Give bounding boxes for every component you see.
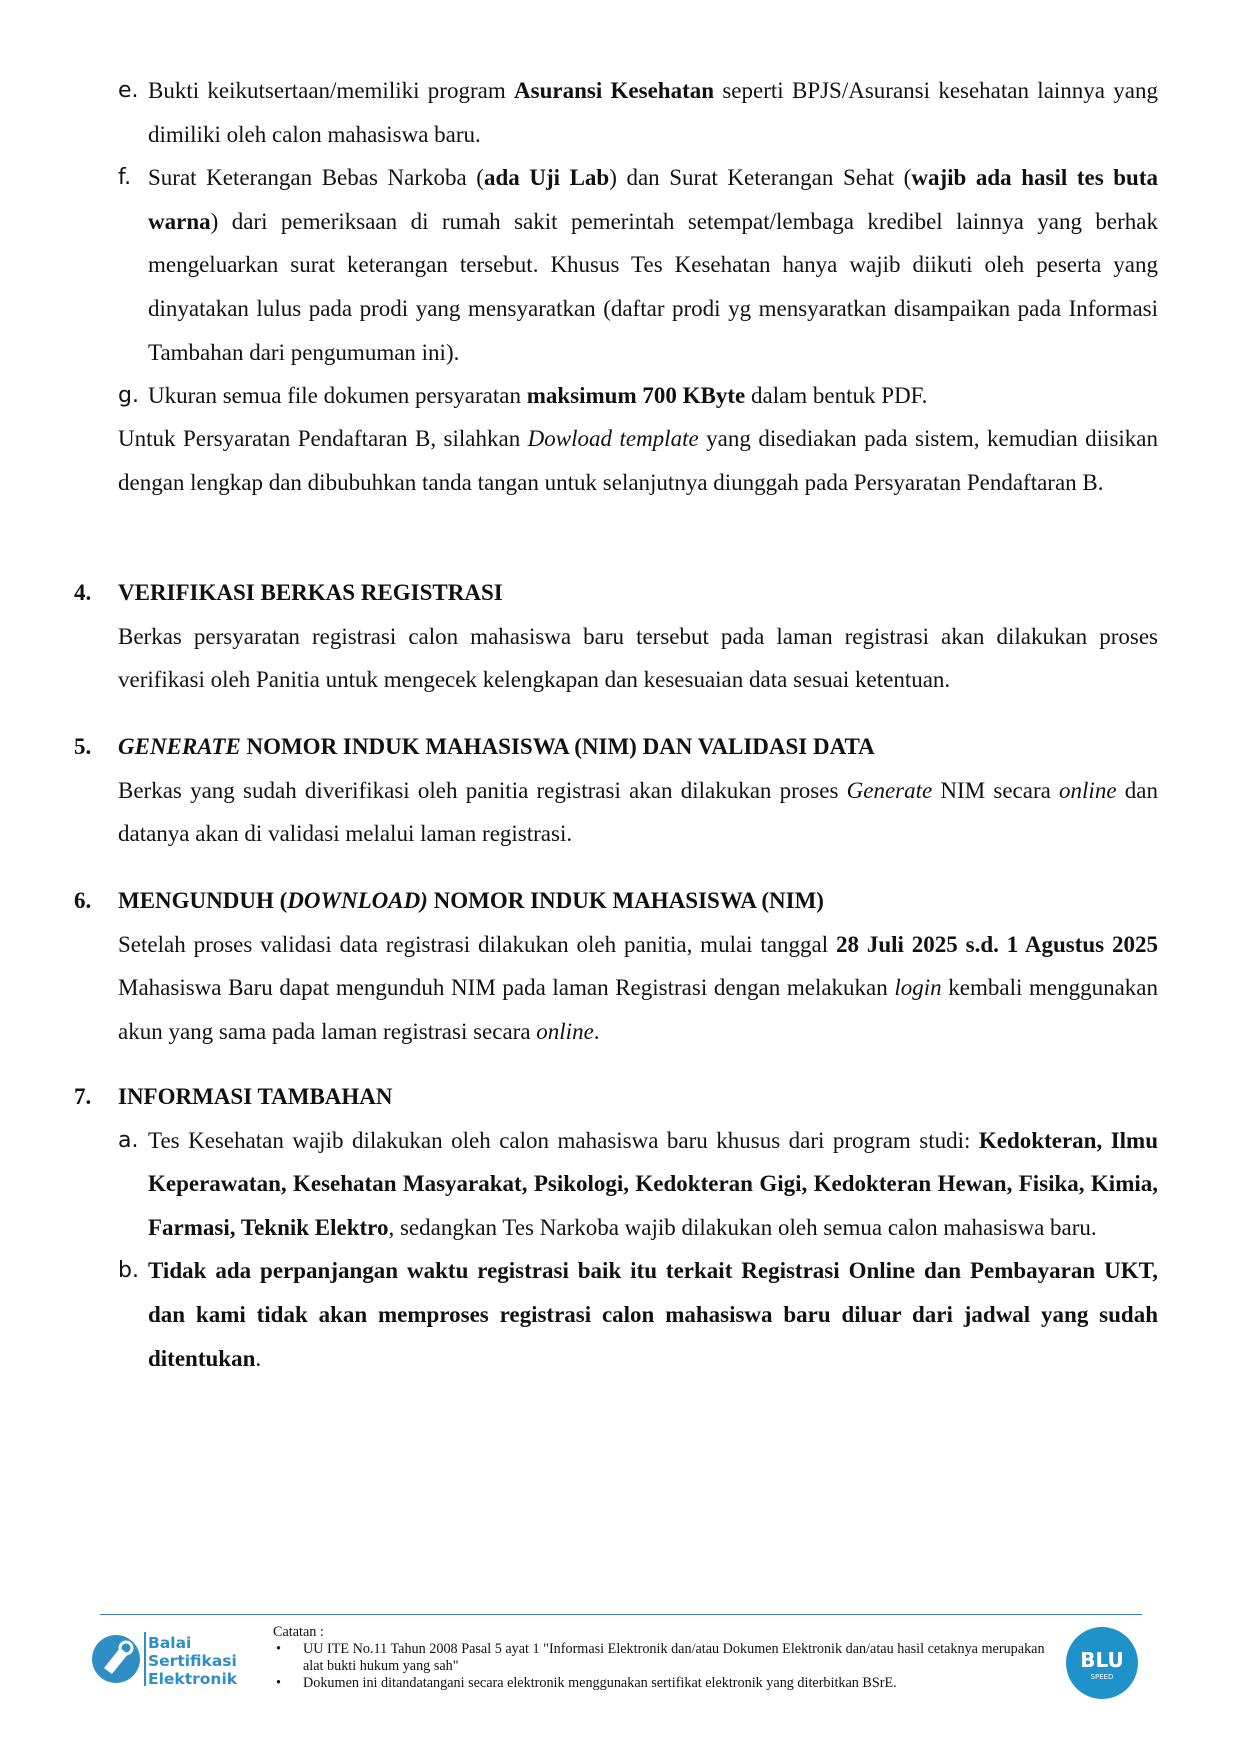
bse-line: Elektronik xyxy=(148,1670,238,1688)
section-heading xyxy=(74,879,1158,923)
italic-text: Generate xyxy=(846,777,933,803)
additional-info-list xyxy=(118,1119,1158,1381)
text-run: kembali menggunakan akun yang sama pada laman registrasi secara xyxy=(118,975,1158,1044)
text-run: VERIFIKASI BERKAS REGISTRASI xyxy=(118,580,503,605)
requirement-items xyxy=(118,69,1158,418)
info-text xyxy=(148,1258,1158,1370)
section-number: 7. xyxy=(74,1084,92,1109)
bse-logo-text xyxy=(148,1634,237,1688)
note-item xyxy=(273,1675,1053,1692)
text-run: ) dan Surat Keterangan Sehat ( xyxy=(609,165,912,191)
section-heading xyxy=(74,725,1158,769)
text-run: dalam bentuk PDF. xyxy=(745,383,928,409)
bold-text: wajib ada hasil tes buta warna xyxy=(148,165,1158,234)
list-marker: a. xyxy=(118,1127,139,1153)
footer-divider xyxy=(100,1614,1142,1615)
bse-line: Balai xyxy=(148,1634,192,1652)
section-heading xyxy=(74,571,1158,615)
requirement-item-f xyxy=(118,156,1158,374)
section-number: 5. xyxy=(74,734,92,759)
section-body xyxy=(118,923,1158,1054)
section-body xyxy=(118,615,1158,702)
text-run: . xyxy=(593,1018,600,1044)
text-run: Surat Keterangan Bebas Narkoba ( xyxy=(148,165,484,191)
section-title xyxy=(118,725,875,769)
catatan-label: Catatan : xyxy=(273,1624,324,1640)
italic-text: login xyxy=(894,975,942,1001)
bold-text: Tidak ada perpanjangan waktu registrasi baik itu terkait Registrasi Online dan Pembayaran UKT, dan kami tidak akan memproses registrasi calon mahasiswa baru diluar dari jadwal yang sudah ditentukan xyxy=(148,1258,1158,1371)
info-item-a xyxy=(118,1119,1158,1250)
list-marker: f. xyxy=(118,165,132,191)
section-body xyxy=(118,769,1158,856)
section-title: INFORMASI TAMBAHAN xyxy=(118,1084,393,1109)
text-run: dan datanya akan di validasi melalui laman registrasi. xyxy=(118,777,1158,847)
template-note xyxy=(118,417,1158,504)
italic-text: online xyxy=(1059,777,1117,803)
text-run: Ukuran semua file dokumen persyaratan xyxy=(148,383,527,409)
section-4 xyxy=(74,571,1158,702)
section-title xyxy=(118,879,824,923)
list-marker: b. xyxy=(118,1258,139,1284)
note-text: Dokumen ini ditandatangani secara elektronik menggunakan sertifikat elektronik yang diterbitkan BSrE. xyxy=(303,1675,897,1691)
text-run: NOMOR INDUK MAHASISWA (NIM) xyxy=(427,888,824,913)
italic-text: GENERATE xyxy=(118,734,241,759)
requirement-text xyxy=(148,383,927,408)
text-run: seperti BPJS/Asuransi kesehatan lainnya yang dimiliki oleh calon mahasiswa baru. xyxy=(148,78,1159,147)
text-run: NOMOR INDUK MAHASISWA (NIM) DAN VALIDASI DATA xyxy=(240,734,875,759)
section-number: 6. xyxy=(74,888,92,913)
text-run: Untuk Persyaratan Pendaftaran B, silahkan xyxy=(118,426,528,451)
italic-text: online xyxy=(536,1018,594,1044)
bold-text: Asuransi Kesehatan xyxy=(514,78,715,103)
note-text: UU ITE No.11 Tahun 2008 Pasal 5 ayat 1 "Informasi Elektronik dan/atau Dokumen Elektronik dan/atau hasil cetaknya merupakan alat bukti hukum yang sah" xyxy=(303,1641,1045,1674)
text-run: . xyxy=(255,1345,262,1371)
text-run: NIM secara xyxy=(932,777,1060,803)
requirements-list-continued xyxy=(118,69,1158,418)
text-run: , sedangkan Tes Narkoba wajib dilakukan oleh semua calon mahasiswa baru. xyxy=(388,1214,1097,1240)
blu-logo-subtext: SPEED xyxy=(1090,1673,1114,1681)
text-run: Berkas yang sudah diverifikasi oleh panitia registrasi akan dilakukan proses xyxy=(118,777,847,803)
template-note-text xyxy=(118,417,1158,504)
requirement-item-g xyxy=(118,374,1158,418)
section-title xyxy=(118,571,503,615)
bold-text: maksimum 700 KByte xyxy=(526,383,746,409)
section-number: 4. xyxy=(74,580,92,605)
italic-text: Dowload template xyxy=(527,426,699,451)
requirement-text xyxy=(148,78,1158,147)
requirement-item-e xyxy=(118,69,1158,156)
bse-line: Sertifikasi xyxy=(148,1652,237,1670)
text-run: Tes Kesehatan wajib dilakukan oleh calon mahasiswa baru khusus dari program studi: xyxy=(148,1127,979,1153)
footer-notes xyxy=(273,1624,1053,1692)
list-marker: g. xyxy=(118,383,139,409)
bullet-icon: • xyxy=(276,1675,281,1691)
section-6 xyxy=(74,879,1158,1053)
text-run: Setelah proses validasi data registrasi dilakukan oleh panitia, mulai tanggal xyxy=(118,931,836,957)
section-7 xyxy=(74,1075,1158,1380)
bold-text: 28 Juli 2025 s.d. 1 Agustus 2025 xyxy=(836,931,1158,957)
bullet-icon: • xyxy=(276,1641,281,1657)
blu-logo-text: BLU xyxy=(1080,1648,1124,1672)
text-run: MENGUNDUH ( xyxy=(118,888,288,913)
section-heading xyxy=(74,1075,1158,1119)
text-run: yang disediakan pada sistem, kemudian diisikan dengan lengkap dan dibubuhkan tanda tangan untuk selanjutnya diunggah pada Persyaratan Pendaftaran B. xyxy=(118,426,1159,495)
text-run: Mahasiswa Baru dapat mengunduh NIM pada laman Registrasi dengan melakukan xyxy=(118,975,895,1001)
text-run: Bukti keikutsertaan/memiliki program xyxy=(148,78,515,103)
notes-list xyxy=(273,1641,1053,1692)
text-run: Berkas persyaratan registrasi calon mahasiswa baru tersebut pada laman registrasi akan dilakukan proses verifikasi oleh Panitia untuk mengecek kelengkapan dan kesesuaian data sesuai ketentuan. xyxy=(118,623,1158,693)
blu-speed-logo-icon xyxy=(1066,1627,1138,1699)
bold-text: ada Uji Lab xyxy=(483,165,610,191)
info-text xyxy=(148,1128,1158,1240)
info-item-b xyxy=(118,1249,1158,1380)
list-marker: e. xyxy=(118,78,139,103)
requirement-text xyxy=(148,165,1158,364)
note-item xyxy=(273,1641,1053,1675)
section-5 xyxy=(74,725,1158,856)
text-run: ) dari pemeriksaan di rumah sakit pemerintah setempat/lembaga kredibel lainnya yang berhak mengeluarkan surat keterangan tersebut. Khusus Tes Kesehatan hanya wajib diikuti oleh peserta yang dinyatakan lulus pada prodi yang mensyaratkan (daftar prodi yg mensyaratkan disampaikan pada Informasi Tambahan dari pengumuman ini). xyxy=(148,208,1158,365)
bold-text: Kedokteran, Ilmu Keperawatan, Kesehatan Masyarakat, Psikologi, Kedokteran Gigi, Kedokteran Hewan, Fisika, Kimia, Farmasi, Teknik Elektro xyxy=(148,1127,1158,1240)
italic-text: DOWNLOAD) xyxy=(287,888,428,913)
